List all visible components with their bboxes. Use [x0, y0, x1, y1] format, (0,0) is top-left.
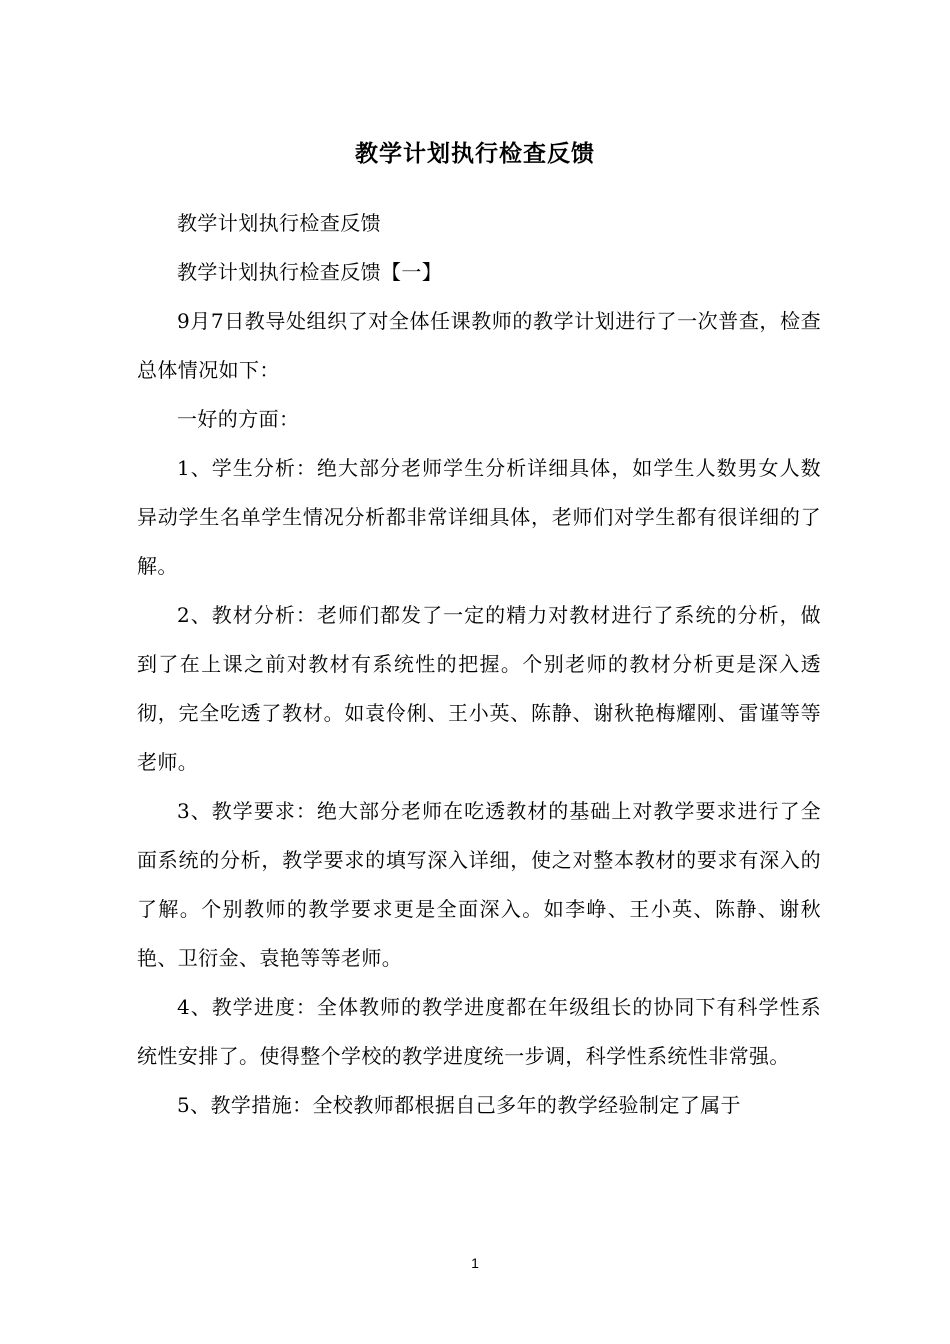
- paragraph-item-4: 4、教学进度：全体教师的教学进度都在年级组长的协同下有科学性系统性安排了。使得整个学校的教学进度统一步调，科学性系统性非常强。: [137, 995, 821, 1068]
- paragraph-item-1: 1、学生分析：绝大部分老师学生分析详细具体，如学生人数男女人数异动学生名单学生情况分析都非常详细具体，老师们对学生都有很详细的了解。: [137, 456, 821, 578]
- document-body: [137, 199, 821, 1130]
- paragraph-section-good: 一好的方面：: [177, 407, 300, 431]
- paragraph-subheading: 教学计划执行检查反馈【一】: [177, 260, 443, 284]
- paragraph-intro: 9月7日教导处组织了对全体任课教师的教学计划进行了一次普查，检查总体情况如下：: [137, 309, 821, 382]
- paragraph-item-3: 3、教学要求：绝大部分老师在吃透教材的基础上对教学要求进行了全面系统的分析，教学要求的填写深入详细，使之对整本教材的要求有深入的了解。个别教师的教学要求更是全面深入。如李峥、王小英、陈静、谢秋艳、卫衍金、袁艳等等老师。: [137, 799, 821, 970]
- paragraph-item-2: 2、教材分析：老师们都发了一定的精力对教材进行了系统的分析，做到了在上课之前对教材有系统性的把握。个别老师的教材分析更是深入透彻，完全吃透了教材。如袁伶俐、王小英、陈静、谢秋艳梅耀刚、雷谨等等老师。: [137, 603, 821, 774]
- paragraph-heading: 教学计划执行检查反馈: [177, 211, 381, 235]
- document-title: 教学计划执行检查反馈: [355, 141, 595, 167]
- paragraph-item-5: 5、教学措施：全校教师都根据自己多年的教学经验制定了属于: [177, 1093, 741, 1117]
- page-number: 1: [471, 1255, 479, 1271]
